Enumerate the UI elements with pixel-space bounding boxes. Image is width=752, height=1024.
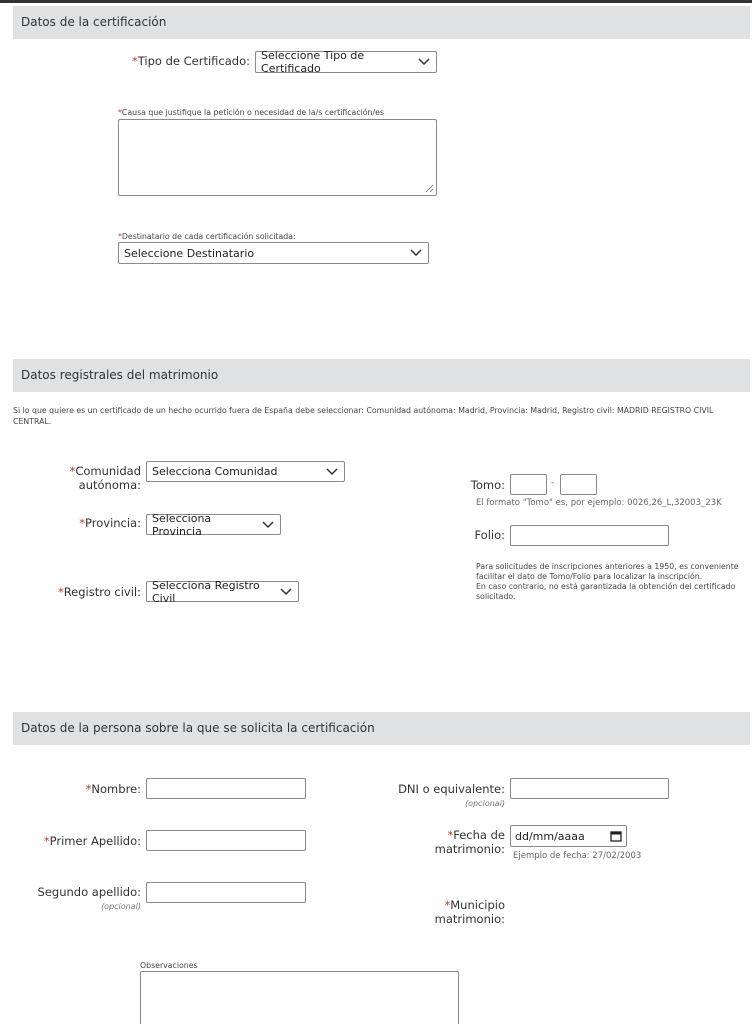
destinatario-value: Seleccione Destinatario [124,246,255,260]
resize-grip-icon[interactable] [424,183,434,193]
required-mark: * [118,108,122,117]
comunidad-select[interactable] [146,461,345,482]
required-mark: * [447,828,454,842]
tipo-certificado-label: *Tipo de Certificado: [132,54,250,68]
dni-label: DNI o equivalente: [398,782,505,796]
provincia-select[interactable] [146,511,281,538]
fecha-matrimonio-label: *Fecha de matrimonio: [434,828,505,856]
tomo-input-1[interactable] [510,474,547,495]
section-header-certificacion: Datos de la certificación [13,6,750,39]
required-mark: * [57,585,64,599]
registro-civil-value: Selecciona Registro Civil [152,578,260,605]
segundo-apellido-input[interactable] [146,882,306,903]
chevron-down-icon [326,468,338,476]
primer-apellido-label: *Primer Apellido: [43,834,141,848]
comunidad-label: *Comunidad autónoma: [69,464,141,492]
tipo-certificado-value: Seleccione Tipo de Certificado [261,49,365,75]
chevron-down-icon [418,58,430,66]
registro-civil-label: *Registro civil: [57,585,141,599]
tomo-separator: - [551,478,555,488]
segundo-apellido-optional: (opcional) [101,902,141,911]
destinatario-select[interactable] [118,242,429,264]
fecha-placeholder: dd/mm/aaaa [515,829,585,843]
section-header-registrales: Datos registrales del matrimonio [13,359,750,392]
fuera-espana-note: Si lo que quiere es un certificado de un hecho ocurrido fuera de España debe seleccionar: Comunidad autónoma: Madrid, Provincia: Madrid, Registro civil: MADRID REGISTRO CIVIL CENTRAL. [13,406,714,426]
causa-label: *Causa que justifique la petición o necesidad de la/s certificación/es [118,108,384,117]
comunidad-value: Selecciona Comunidad [152,465,278,478]
folio-input[interactable] [510,525,669,546]
tipo-certificado-select[interactable] [255,51,437,73]
required-mark: * [79,516,86,530]
observaciones-textarea[interactable] [140,971,459,1024]
observaciones-label: Observaciones [140,961,198,970]
chevron-down-icon [262,521,274,529]
fecha-hint: Ejemplo de fecha: 27/02/2003 [513,851,642,861]
causa-textarea[interactable] [118,119,437,196]
folio-note: Para solicitudes de inscripciones anteriores a 1950, es conveniente facilitar el dato de Tomo/Folio para localizar la inscripción. En caso contrario, no está garantizada la obtención del certificado solicitado. [476,562,739,601]
chevron-down-icon [280,588,292,596]
required-mark: * [444,898,451,912]
required-mark: * [85,782,92,796]
required-mark: * [43,834,50,848]
tomo-hint: El formato "Tomo" es, por ejemplo: 0026,26_L,32003_23K [476,498,722,508]
required-mark: * [69,464,76,478]
provincia-label: *Provincia: [79,516,141,530]
top-border [0,0,752,3]
folio-label: Folio: [474,528,505,542]
required-mark: * [132,54,138,68]
dni-input[interactable] [510,778,669,799]
tomo-input-2[interactable] [560,474,597,495]
nombre-input[interactable] [146,778,306,799]
registro-civil-select[interactable] [146,578,299,605]
chevron-down-icon [410,249,422,257]
calendar-icon[interactable] [610,830,622,842]
segundo-apellido-label: Segundo apellido: [37,885,141,899]
municipio-matrimonio-label: *Municipio matrimonio: [434,898,505,926]
dni-optional: (opcional) [465,799,505,808]
fecha-matrimonio-input[interactable] [510,825,627,847]
provincia-value: Selecciona Provincia [152,511,212,538]
destinatario-label: *Destinatario de cada certificación solicitada: [118,232,296,241]
required-mark: * [118,232,122,241]
nombre-label: *Nombre: [85,782,141,796]
tomo-label: Tomo: [470,478,505,492]
section-header-persona: Datos de la persona sobre la que se solicita la certificación [13,712,750,745]
primer-apellido-input[interactable] [146,830,306,851]
